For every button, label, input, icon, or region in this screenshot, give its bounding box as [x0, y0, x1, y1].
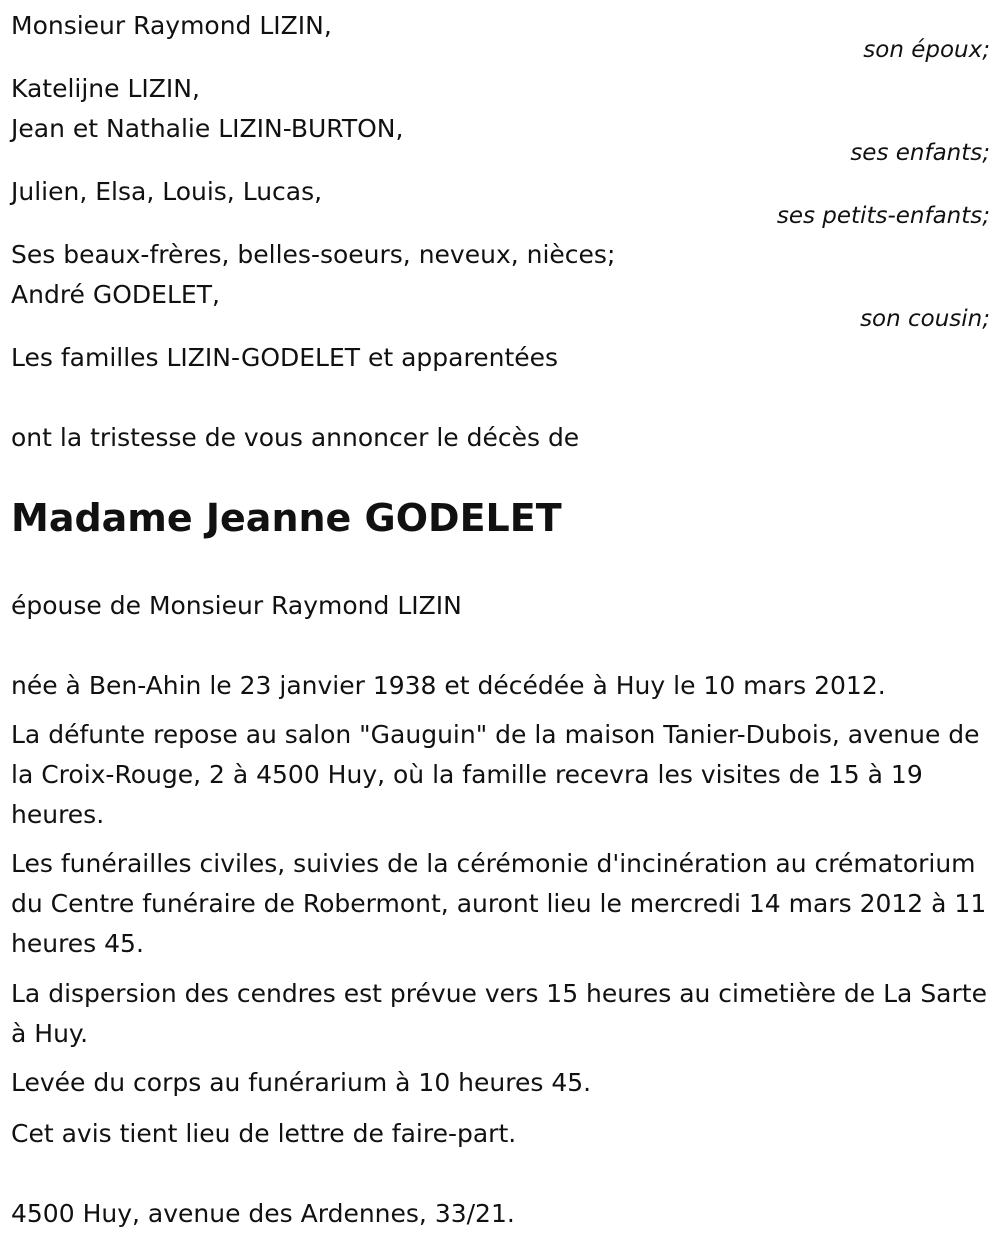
mourner-line: Ses beaux-frères, belles-soeurs, neveux, nièces; — [11, 240, 616, 269]
announcement-text: ont la tristesse de vous annoncer le décès de — [11, 423, 580, 452]
deceased-name: Madame Jeanne GODELET — [11, 496, 562, 540]
mourner-line: Les familles LIZIN-GODELET et apparentées — [11, 343, 559, 372]
mourner-role: son époux; — [863, 37, 990, 63]
mourner-line: André GODELET, — [11, 280, 220, 309]
detail-paragraph: Cet avis tient lieu de lettre de faire-part. — [11, 1119, 517, 1148]
detail-paragraph: née à Ben-Ahin le 23 janvier 1938 et décédée à Huy le 10 mars 2012. — [11, 671, 886, 700]
mourner-role: ses enfants; — [850, 140, 990, 166]
mourner-line: Monsieur Raymond LIZIN, — [11, 11, 332, 40]
mourner-line: Katelijne LIZIN, — [11, 74, 200, 103]
family-address: 4500 Huy, avenue des Ardennes, 33/21. — [11, 1199, 515, 1228]
mourner-line: Jean et Nathalie LIZIN-BURTON, — [11, 114, 404, 143]
deceased-spouse: épouse de Monsieur Raymond LIZIN — [11, 591, 462, 620]
mourner-role: son cousin; — [860, 306, 990, 332]
mourner-role: ses petits-enfants; — [776, 203, 990, 229]
detail-paragraph: Les funérailles civiles, suivies de la cérémonie d'incinération au crématorium du Centre funéraire de Robermont, auront lieu le mercredi 14 mars 2012 à 11 heures 45. — [11, 849, 987, 958]
detail-paragraph: Levée du corps au funérarium à 10 heures 45. — [11, 1068, 592, 1097]
mourner-line: Julien, Elsa, Louis, Lucas, — [11, 177, 323, 206]
detail-paragraph: La dispersion des cendres est prévue vers 15 heures au cimetière de La Sarte à Huy. — [11, 979, 987, 1048]
detail-paragraph: La défunte repose au salon "Gauguin" de la maison Tanier-Dubois, avenue de la Croix-Rouge, 2 à 4500 Huy, où la famille recevra les visites de 15 à 19 heures. — [11, 720, 980, 829]
